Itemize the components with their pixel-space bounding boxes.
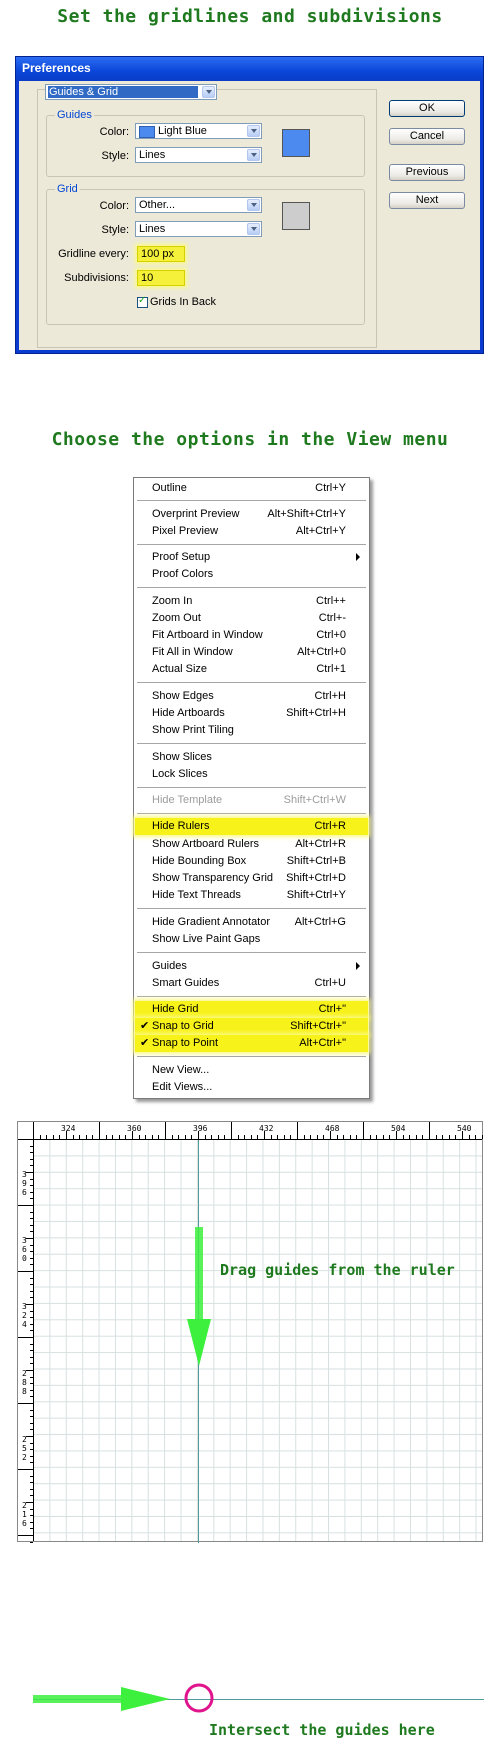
- guides-style-label: Style:: [101, 150, 129, 162]
- ruler-label: 360: [22, 1236, 27, 1263]
- menu-item-shortcut: Alt+Ctrl+0: [297, 646, 346, 658]
- menu-item-label: Show Artboard Rulers: [152, 838, 259, 850]
- menu-separator: [137, 787, 366, 788]
- menu-item-label: Show Print Tiling: [152, 724, 234, 736]
- subdivisions-label: Subdivisions:: [64, 272, 129, 284]
- menu-item-show-edges[interactable]: [135, 688, 368, 705]
- chevron-down-icon[interactable]: [202, 86, 215, 98]
- ruler-label: 468: [325, 1124, 340, 1133]
- menu-separator: [137, 996, 366, 997]
- submenu-arrow-icon: [356, 962, 360, 970]
- drag-guides-note: Drag guides from the ruler: [220, 1261, 455, 1279]
- artboard-canvas[interactable]: [17, 1121, 483, 1739]
- menu-item-label: Smart Guides: [152, 977, 220, 989]
- menu-item-label: New View...: [152, 1064, 210, 1076]
- guides-style-value: Lines: [139, 149, 166, 161]
- menu-item-label: Overprint Preview: [152, 508, 240, 520]
- gridline-every-label: Gridline every:: [58, 248, 129, 260]
- menu-item-edit-views[interactable]: [135, 1079, 368, 1096]
- ruler-label: 216: [22, 1501, 27, 1528]
- ruler-label: 324: [61, 1124, 76, 1133]
- menu-separator: [137, 500, 366, 501]
- grid-legend: Grid: [57, 183, 78, 195]
- menu-item-hide-bounding-box[interactable]: [135, 853, 368, 870]
- category-select[interactable]: [45, 84, 217, 100]
- menu-item-fit-artboard[interactable]: [135, 627, 368, 644]
- menu-item-show-transparency-grid[interactable]: [135, 870, 368, 887]
- menu-separator: [137, 682, 366, 683]
- dialog-title: Preferences: [22, 61, 91, 75]
- menu-item-shortcut: Ctrl+0: [316, 629, 346, 641]
- gridline-every-field[interactable]: 100 px: [137, 246, 185, 262]
- menu-item-proof-setup[interactable]: [135, 549, 368, 566]
- guides-color-label: Color:: [99, 126, 129, 138]
- submenu-arrow-icon: [356, 553, 360, 561]
- menu-item-shortcut: Shift+Ctrl+H: [286, 707, 346, 719]
- menu-item-snap-to-point[interactable]: [135, 1035, 368, 1052]
- menu-item-label: Hide Gradient Annotator: [152, 916, 271, 928]
- ruler-label: 360: [127, 1124, 142, 1133]
- menu-item-zoom-out[interactable]: [135, 610, 368, 627]
- guides-color-swatch[interactable]: [282, 129, 310, 157]
- menu-item-shortcut: Ctrl+-: [318, 612, 346, 624]
- light-blue-chip: [139, 126, 155, 138]
- menu-item-label: Hide Text Threads: [152, 889, 241, 901]
- menu-item-shortcut: Ctrl+1: [316, 663, 346, 675]
- menu-item-shortcut: Shift+Ctrl+": [290, 1020, 346, 1032]
- menu-item-label: Actual Size: [152, 663, 208, 675]
- menu-item-label: Guides: [152, 960, 187, 972]
- ruler-label: 396: [193, 1124, 208, 1133]
- view-menu: [133, 477, 370, 1099]
- intersection-circle-icon: [186, 1685, 212, 1711]
- menu-item-show-live-paint-gaps[interactable]: [135, 931, 368, 948]
- menu-item-shortcut: Shift+Ctrl+D: [286, 872, 346, 884]
- grid-style-label: Style:: [101, 224, 129, 236]
- menu-separator: [137, 1056, 366, 1057]
- ruler-label: 540: [457, 1124, 472, 1133]
- preferences-dialog: [15, 56, 484, 354]
- heading-set-gridlines: Set the gridlines and subdivisions: [57, 6, 443, 27]
- guides-color-value: Light Blue: [158, 125, 207, 137]
- menu-item-show-slices[interactable]: [135, 749, 368, 766]
- menu-item-hide-gradient-annotator[interactable]: [135, 914, 368, 931]
- menu-item-shortcut: Ctrl+R: [314, 820, 346, 832]
- menu-item-label: Hide Grid: [152, 1003, 199, 1015]
- menu-item-label: Hide Rulers: [152, 820, 210, 832]
- chevron-down-icon[interactable]: [247, 149, 260, 161]
- ok-button[interactable]: OK: [389, 100, 465, 117]
- menu-separator: [137, 587, 366, 588]
- menu-item-label: Snap to Grid: [152, 1020, 214, 1032]
- menu-item-snap-to-grid[interactable]: [135, 1018, 368, 1035]
- menu-item-label: Fit All in Window: [152, 646, 233, 658]
- menu-item-shortcut: Alt+Ctrl+R: [295, 838, 346, 850]
- dialog-titlebar[interactable]: [16, 57, 483, 81]
- next-button[interactable]: Next: [389, 192, 465, 209]
- menu-item-actual-size[interactable]: [135, 661, 368, 678]
- menu-item-shortcut: Ctrl+Y: [315, 482, 346, 494]
- ruler-label: 324: [22, 1302, 27, 1329]
- grids-in-back-checkbox[interactable]: [137, 297, 148, 308]
- menu-item-label: Snap to Point: [152, 1037, 219, 1049]
- menu-item-overprint-preview[interactable]: [135, 506, 368, 523]
- menu-item-zoom-in[interactable]: [135, 593, 368, 610]
- menu-separator: [137, 952, 366, 953]
- menu-item-shortcut: Ctrl++: [316, 595, 346, 607]
- ruler-label: 396: [22, 1170, 27, 1197]
- right-arrow-icon: [33, 1687, 170, 1711]
- menu-separator: [137, 743, 366, 744]
- menu-item-pixel-preview[interactable]: [135, 523, 368, 540]
- menu-item-new-view[interactable]: [135, 1062, 368, 1079]
- menu-item-outline[interactable]: [135, 480, 368, 497]
- menu-item-lock-slices[interactable]: [135, 766, 368, 783]
- menu-item-shortcut: Alt+Ctrl+": [299, 1037, 346, 1049]
- menu-item-hide-template: [135, 792, 368, 809]
- menu-item-label: Pixel Preview: [152, 525, 219, 537]
- menu-item-label: Hide Artboards: [152, 707, 225, 719]
- menu-item-label: Hide Bounding Box: [152, 855, 247, 867]
- down-arrow-icon: [187, 1227, 211, 1366]
- menu-item-proof-colors[interactable]: [135, 566, 368, 583]
- menu-item-hide-text-threads[interactable]: [135, 887, 368, 904]
- checkmark-icon: ✔: [140, 1037, 150, 1049]
- ruler-label: 432: [259, 1124, 274, 1133]
- grid-color-swatch[interactable]: [282, 202, 310, 230]
- menu-item-shortcut: Alt+Shift+Ctrl+Y: [267, 508, 346, 520]
- menu-item-hide-rulers[interactable]: [135, 818, 368, 835]
- chevron-down-icon[interactable]: [247, 223, 260, 235]
- menu-item-show-artboard-rulers[interactable]: [135, 836, 368, 853]
- menu-item-label: Proof Setup: [152, 551, 211, 563]
- menu-item-shortcut: Ctrl+H: [314, 690, 346, 702]
- guides-color-select[interactable]: [135, 123, 262, 139]
- menu-item-shortcut: Shift+Ctrl+W: [283, 794, 346, 806]
- menu-item-shortcut: Ctrl+": [318, 1003, 346, 1015]
- dialog-client: [19, 81, 480, 350]
- menu-item-smart-guides[interactable]: [135, 975, 368, 992]
- menu-item-label: Show Live Paint Gaps: [152, 933, 261, 945]
- intersect-guides-note: Intersect the guides here: [209, 1721, 435, 1739]
- annotation-overlay: [18, 1122, 484, 1543]
- grid-color-select[interactable]: [135, 197, 262, 213]
- ruler-label: 288: [22, 1369, 27, 1396]
- previous-button[interactable]: Previous: [389, 164, 465, 181]
- grids-in-back-label: Grids In Back: [150, 296, 217, 308]
- menu-item-label: Hide Template: [152, 794, 223, 806]
- grid-color-label: Color:: [99, 200, 129, 212]
- menu-item-fit-all[interactable]: [135, 644, 368, 661]
- menu-item-shortcut: Alt+Ctrl+Y: [295, 525, 346, 537]
- menu-item-label: Outline: [152, 482, 187, 494]
- menu-item-shortcut: Shift+Ctrl+Y: [286, 889, 346, 901]
- menu-item-show-print-tiling[interactable]: [135, 722, 368, 739]
- menu-item-label: Fit Artboard in Window: [152, 629, 263, 641]
- grid-color-value: Other...: [139, 199, 176, 211]
- checkmark-icon: ✔: [140, 1020, 150, 1032]
- menu-separator: [137, 908, 366, 909]
- ruler-label: 504: [391, 1124, 406, 1133]
- grid-style-select[interactable]: [135, 221, 262, 237]
- chevron-down-icon[interactable]: [247, 125, 260, 137]
- menu-item-label: Lock Slices: [152, 768, 208, 780]
- menu-item-label: Zoom Out: [152, 612, 201, 624]
- grid-style-value: Lines: [139, 223, 166, 235]
- guides-style-select[interactable]: [135, 147, 262, 163]
- menu-item-label: Show Transparency Grid: [152, 872, 274, 884]
- menu-item-label: Show Slices: [152, 751, 212, 763]
- menu-item-label: Proof Colors: [152, 568, 214, 580]
- menu-item-hide-artboards[interactable]: [135, 705, 368, 722]
- menu-item-label: Zoom In: [152, 595, 193, 607]
- menu-item-label: Edit Views...: [152, 1081, 213, 1093]
- menu-separator: [137, 813, 366, 814]
- subdivisions-field[interactable]: 10: [137, 270, 185, 286]
- heading-view-menu: Choose the options in the View menu: [51, 429, 449, 450]
- menu-item-shortcut: Alt+Ctrl+G: [294, 916, 346, 928]
- cancel-button[interactable]: Cancel: [389, 128, 465, 145]
- category-value: Guides & Grid: [48, 86, 198, 98]
- menu-separator: [137, 544, 366, 545]
- menu-item-shortcut: Ctrl+U: [314, 977, 346, 989]
- guides-legend: Guides: [57, 109, 92, 121]
- menu-item-shortcut: Shift+Ctrl+B: [286, 855, 346, 867]
- ruler-label: 252: [22, 1435, 27, 1462]
- menu-item-hide-grid[interactable]: [135, 1001, 368, 1018]
- menu-item-label: Show Edges: [152, 690, 214, 702]
- chevron-down-icon[interactable]: [247, 199, 260, 211]
- menu-item-guides[interactable]: [135, 958, 368, 975]
